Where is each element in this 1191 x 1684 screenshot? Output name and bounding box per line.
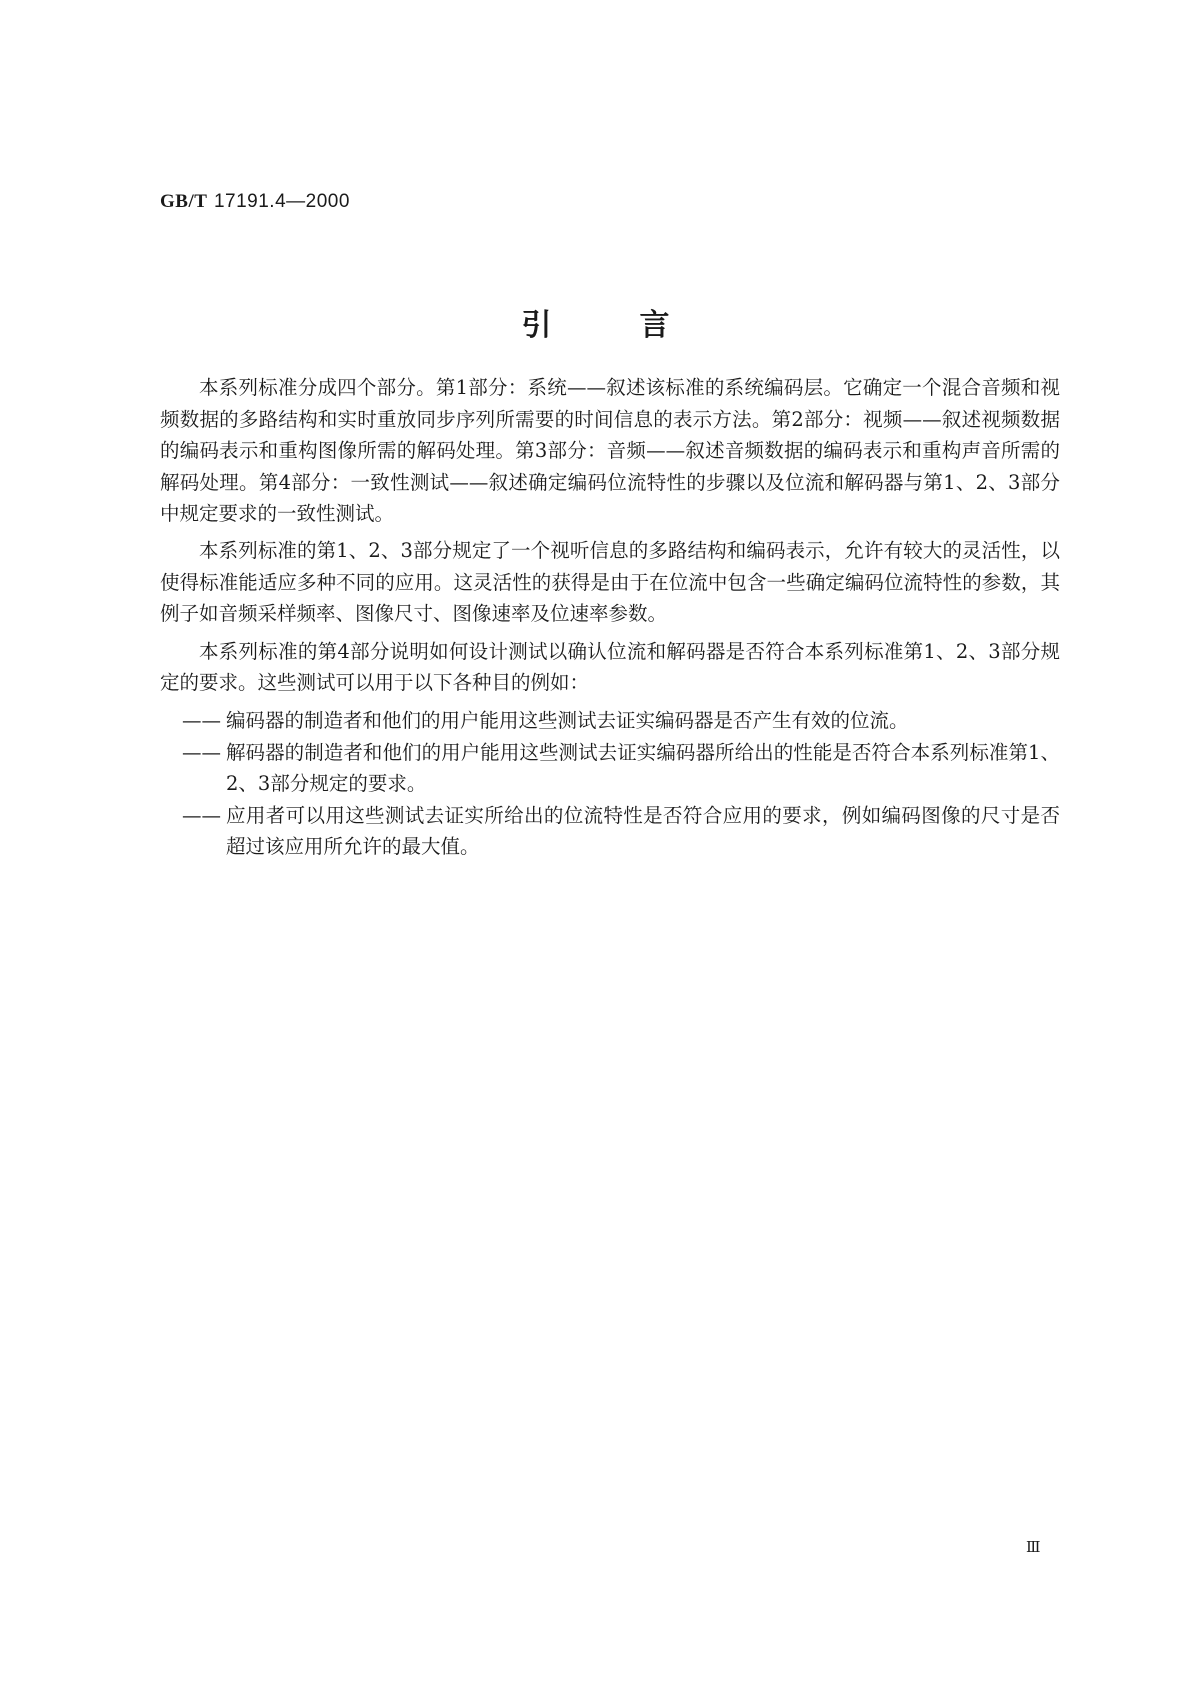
list-item-text: 应用者可以用这些测试去证实所给出的位流特性是否符合应用的要求，例如编码图像的尺寸是否超过该应用所允许的最大值。	[226, 803, 1060, 859]
standard-number: 17191.4—2000	[213, 191, 350, 212]
standard-code	[160, 190, 350, 213]
paragraph-parts-overview: 本系列标准分成四个部分。第1部分：系统——叙述该标准的系统编码层。它确定一个混合音频和视频数据的多路结构和实时重放同步序列所需要的时间信息的表示方法。第2部分：视频——叙述视频数据的编码表示和重构图像所需的解码处理。第3部分：音频——叙述音频数据的编码表示和重构声音所需的解码处理。第4部分：一致性测试——叙述确定编码位流特性的步骤以及位流和解码器与第1、2、3部分中规定要求的一致性测试。	[160, 376, 1060, 526]
page-number: Ⅲ	[1026, 1538, 1041, 1556]
list-item-text: 编码器的制造者和他们的用户能用这些测试去证实编码器是否产生有效的位流。	[226, 708, 909, 732]
list-dash: ——	[182, 740, 221, 764]
list-dash: ——	[182, 708, 221, 732]
list-item	[160, 800, 1060, 863]
paragraph-part4-purpose: 本系列标准的第4部分说明如何设计测试以确认位流和解码器是否符合本系列标准第1、2、3部分规定的要求。这些测试可以用于以下各种目的例如：	[160, 639, 1060, 695]
standard-prefix: GB/T	[160, 191, 208, 212]
list-item	[160, 737, 1060, 800]
list-item-text: 解码器的制造者和他们的用户能用这些测试去证实编码器所给出的性能是否符合本系列标准第1、2、3部分规定的要求。	[226, 740, 1060, 796]
section-title: 引言	[521, 308, 758, 343]
introduction-body	[160, 372, 1060, 863]
list-item	[160, 705, 1060, 737]
list-dash: ——	[182, 803, 221, 827]
paragraph-flexibility: 本系列标准的第1、2、3部分规定了一个视听信息的多路结构和编码表示，允许有较大的灵活性，以使得标准能适应多种不同的应用。这灵活性的获得是由于在位流中包含一些确定编码位流特性的参数，其例子如音频采样频率、图像尺寸、图像速率及位速率参数。	[160, 538, 1060, 626]
